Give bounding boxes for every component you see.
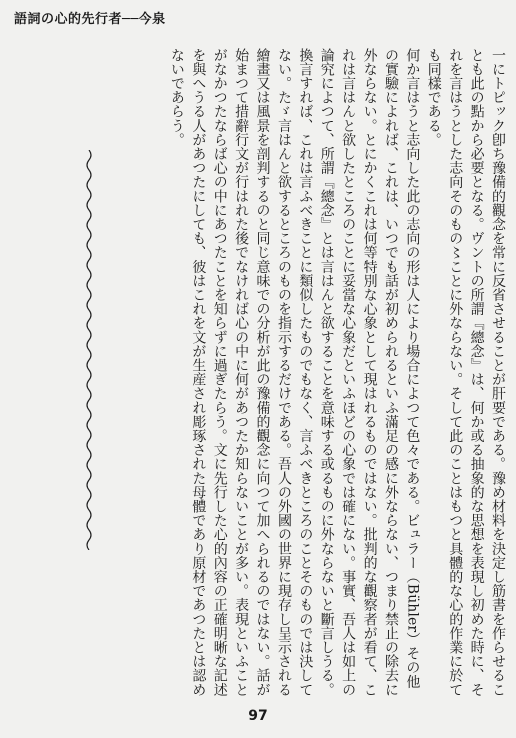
page-number: 97 [248, 708, 268, 724]
paragraph: 一にトピック卽ち豫備的觀念を常に反省させることが肝要である。豫め材料を決定し筋書を作らせることも此の點から必要となる。ヴントの所謂『總念』は、何か或る抽象的な思想を表現し初めた時に、それを言はうとした志向そのもの〻ことに外ならない。そして此のことはもつと具體的な心的作業に於ても同樣である。 [425, 48, 506, 697]
running-header: 語詞の心的先行者──今泉 [14, 12, 166, 27]
wavy-margin-line-icon [82, 150, 96, 550]
vertical-body-text [156, 48, 508, 698]
paragraph: 何か言はうと志向した此の志向の形は人により場合によつて色々である。ビュラー（Bühler）その他の實驗によれば、これは、いつでも話が初められるといふ滿足の感に外ならない、つまり禁止の除去に外ならない。とにかくこれは何等特別な心象として現はれるものではない。批判的な觀察者が看て、これは言はんと欲したところのことに妥當な心象だといふほどの心象では確にない。事實、吾人は如上の論究によつて、所謂『總念』とは言はんと欲することを意味する或るものに外ならないと斷言しうる。換言すれば、これは言ふべきことに類似したものでもなく、言ふべきところのことそのものでは決してない。たゞ言はんと欲するところのものを指示するだけである。吾人の外國の世界に現存し呈示される繪畫又は風景を剖判するのと同じ意味での分析が此の豫備的觀念に向つて加へられるのではない。話が始まつて措辭行文が行はれた後でなければ心の中に何があつたか知らないことが多い。表現といふことがなかつたならば心の中にあつたことを知らずに過ぎたらう。文に先行した心的內容の正確明晰な記述を與へうる人があつたにしても、彼はこれを文が生産され彫琢された母體であり原材であつたとは認めないであらう。 [168, 48, 421, 697]
